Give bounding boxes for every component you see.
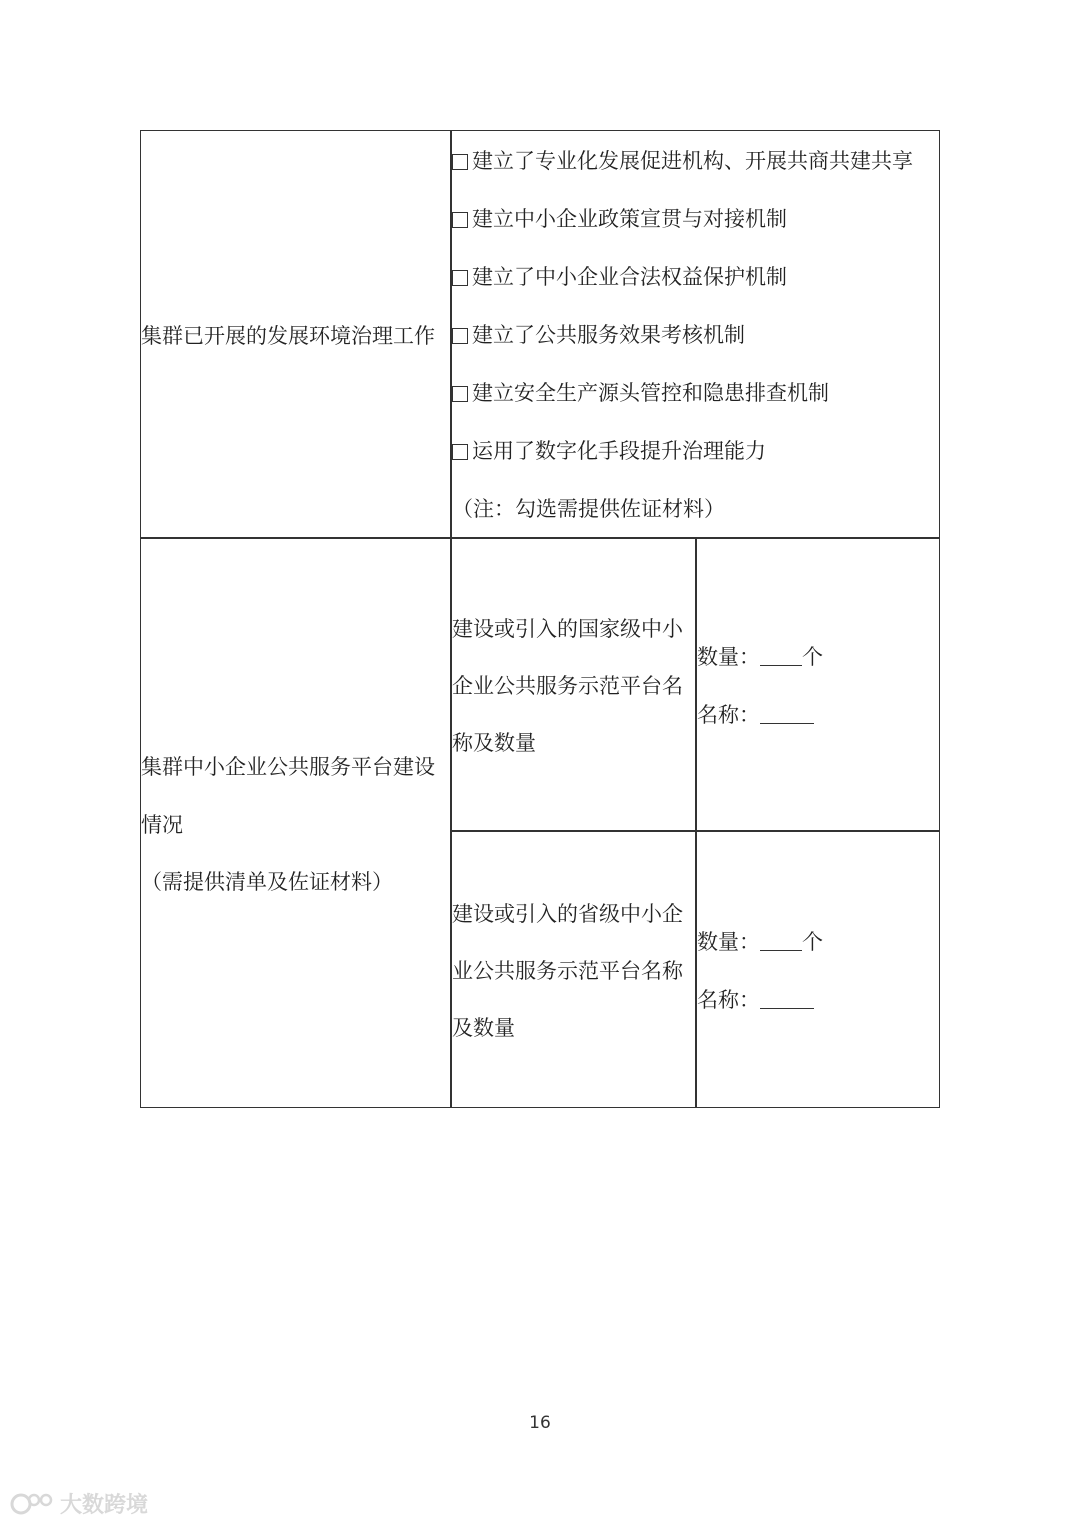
checkbox[interactable] (452, 328, 468, 344)
count-unit: 个 (802, 930, 823, 954)
checkbox-option[interactable] (452, 205, 787, 234)
checkbox-option[interactable] (452, 379, 829, 408)
checkbox-label: 建立安全生产源头管控和隐患排查机制 (472, 381, 829, 405)
row-label-note: （需提供清单及佐证材料） (141, 870, 393, 894)
row-label-platform: 集群中小企业公共服务平台建设 (141, 755, 435, 779)
row-label-governance: 集群已开展的发展环境治理工作 (141, 324, 435, 348)
row-label-platform-cont: 情况 (141, 813, 183, 837)
count-label: 数量： (697, 645, 760, 669)
checkbox-label: 运用了数字化手段提升治理能力 (472, 439, 766, 463)
checkbox[interactable] (452, 444, 468, 460)
checkbox-label: 建立了中小企业合法权益保护机制 (472, 265, 787, 289)
checkbox[interactable] (452, 212, 468, 228)
checkbox[interactable] (452, 270, 468, 286)
national-platform-desc: 建设或引入的国家级中小 (452, 617, 683, 641)
page-number: 16 (529, 1413, 551, 1433)
name-label: 名称： (697, 988, 760, 1012)
checkbox[interactable] (452, 154, 468, 170)
name-blank[interactable] (760, 990, 814, 1009)
name-label: 名称： (697, 703, 760, 727)
count-blank[interactable] (760, 932, 802, 951)
table-divider (695, 537, 697, 1108)
provincial-count-field[interactable] (697, 928, 823, 957)
national-platform-desc: 企业公共服务示范平台名 (452, 674, 683, 698)
checkbox-label: 建立中小企业政策宣贯与对接机制 (472, 207, 787, 231)
count-unit: 个 (802, 645, 823, 669)
table-divider (140, 537, 940, 539)
watermark-text: 大数跨境 (60, 1493, 149, 1518)
national-name-field[interactable] (697, 701, 814, 730)
checkbox-label: 建立了专业化发展促进机构、开展共商共建共享 (472, 149, 913, 173)
checkbox-option[interactable] (452, 147, 913, 176)
count-blank[interactable] (760, 647, 802, 666)
table-divider (450, 830, 940, 832)
count-label: 数量： (697, 930, 760, 954)
checkbox-option[interactable] (452, 321, 745, 350)
name-blank[interactable] (760, 705, 814, 724)
national-count-field[interactable] (697, 643, 823, 672)
note-text: （注：勾选需提供佐证材料） (452, 497, 725, 521)
national-platform-desc: 称及数量 (452, 731, 536, 755)
checkbox[interactable] (452, 386, 468, 402)
provincial-platform-desc: 建设或引入的省级中小企 (452, 902, 683, 926)
provincial-platform-desc: 业公共服务示范平台名称 (452, 959, 683, 983)
provincial-name-field[interactable] (697, 986, 814, 1015)
checkbox-option[interactable] (452, 263, 787, 292)
provincial-platform-desc: 及数量 (452, 1016, 515, 1040)
checkbox-option[interactable] (452, 437, 766, 466)
checkbox-label: 建立了公共服务效果考核机制 (472, 323, 745, 347)
watermark-logo-icon (10, 1491, 56, 1517)
watermark (10, 1488, 148, 1519)
